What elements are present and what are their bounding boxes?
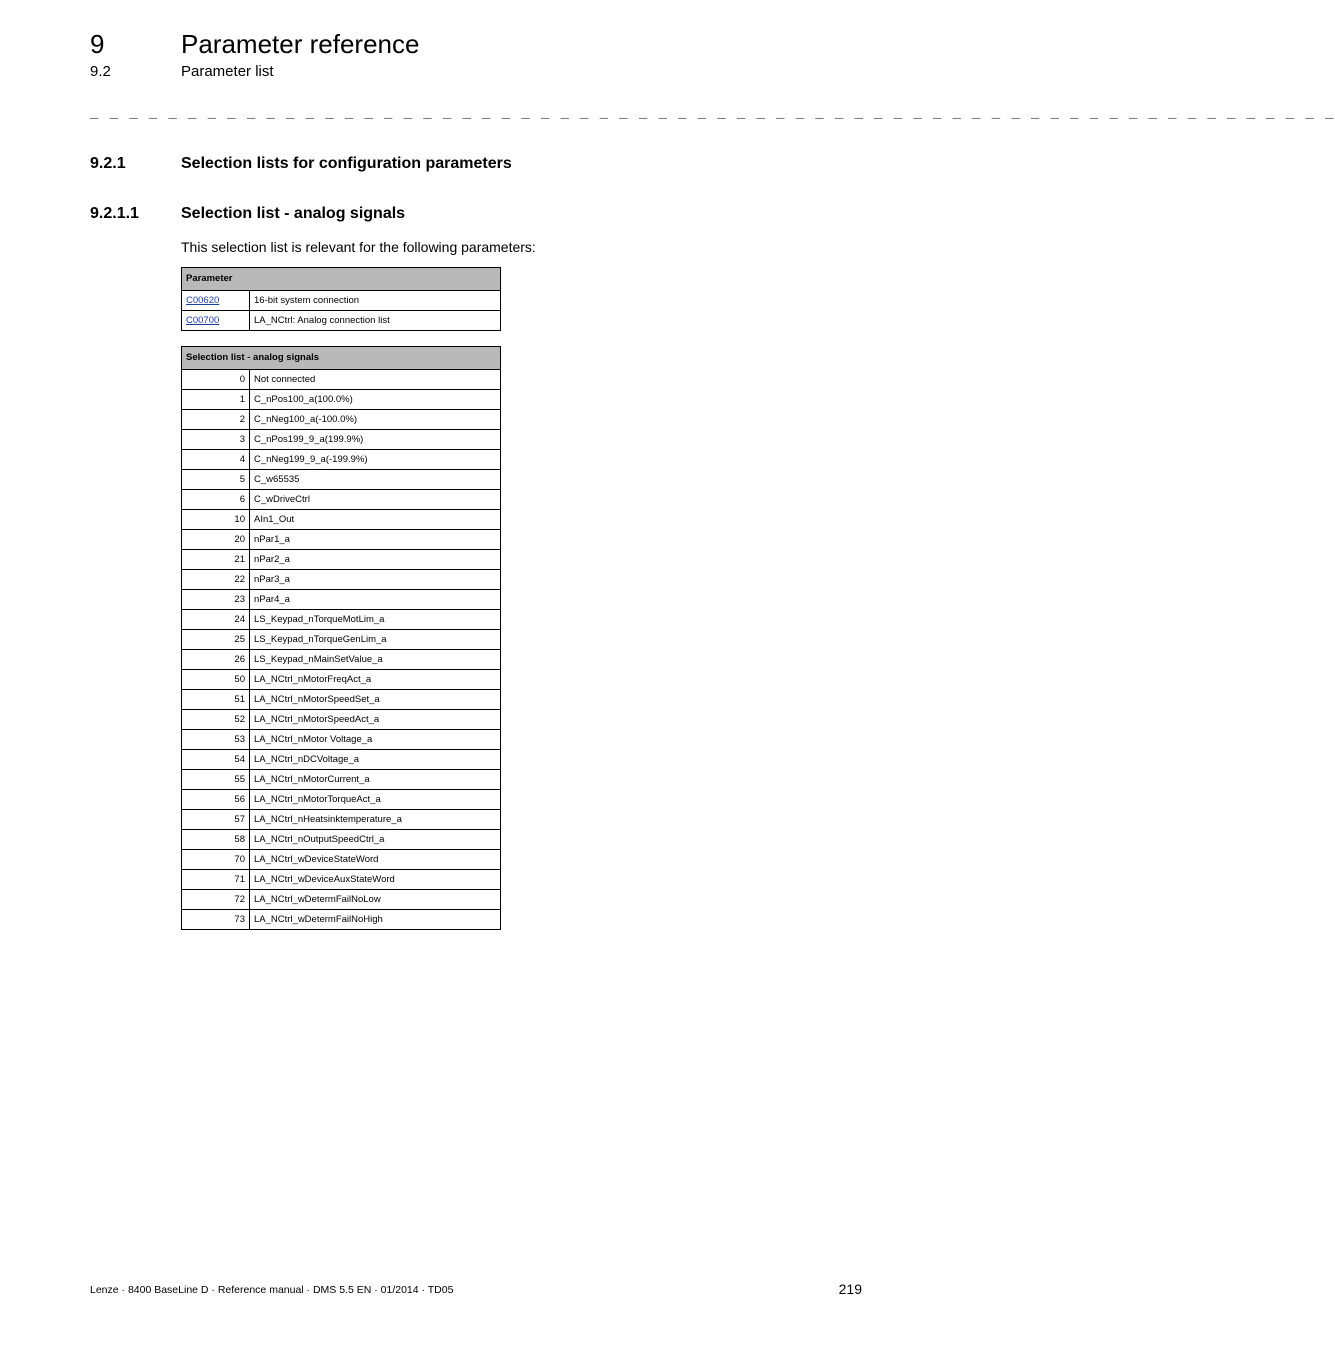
selection-value: 55 bbox=[182, 770, 250, 790]
table-row bbox=[182, 910, 501, 930]
table-row bbox=[182, 750, 501, 770]
selection-value: 4 bbox=[182, 450, 250, 470]
selection-signal: nPar4_a bbox=[250, 590, 501, 610]
subsubsection-number: 9.2.1.1 bbox=[90, 205, 139, 222]
selection-value: 6 bbox=[182, 490, 250, 510]
table-row bbox=[182, 410, 501, 430]
parameter-link-c00620[interactable]: C00620 bbox=[186, 295, 220, 306]
parameter-table bbox=[181, 267, 501, 331]
selection-table-header: Selection list - analog signals bbox=[182, 347, 501, 370]
table-row bbox=[182, 430, 501, 450]
table-row bbox=[182, 450, 501, 470]
table-row bbox=[182, 490, 501, 510]
selection-value: 71 bbox=[182, 870, 250, 890]
chapter-title: Parameter reference bbox=[181, 29, 420, 59]
chapter-number: 9 bbox=[90, 29, 105, 59]
table-row bbox=[182, 710, 501, 730]
selection-value: 0 bbox=[182, 370, 250, 390]
selection-value: 72 bbox=[182, 890, 250, 910]
table-row bbox=[182, 470, 501, 490]
selection-value: 5 bbox=[182, 470, 250, 490]
selection-signal: LA_NCtrl_nMotor Voltage_a bbox=[250, 730, 501, 750]
selection-value: 51 bbox=[182, 690, 250, 710]
selection-signal: AIn1_Out bbox=[250, 510, 501, 530]
selection-signal: LA_NCtrl_wDetermFailNoLow bbox=[250, 890, 501, 910]
selection-signal: LS_Keypad_nTorqueMotLim_a bbox=[250, 610, 501, 630]
selection-signal: LA_NCtrl_nDCVoltage_a bbox=[250, 750, 501, 770]
selection-value: 57 bbox=[182, 810, 250, 830]
selection-value: 1 bbox=[182, 390, 250, 410]
section-number: 9.2 bbox=[90, 63, 111, 80]
table-row bbox=[182, 690, 501, 710]
selection-signal: LA_NCtrl_nMotorCurrent_a bbox=[250, 770, 501, 790]
selection-signal: C_w65535 bbox=[250, 470, 501, 490]
table-row bbox=[182, 650, 501, 670]
selection-signal: nPar1_a bbox=[250, 530, 501, 550]
selection-signal: C_nPos199_9_a(199.9%) bbox=[250, 430, 501, 450]
selection-value: 52 bbox=[182, 710, 250, 730]
selection-signal: LA_NCtrl_nOutputSpeedCtrl_a bbox=[250, 830, 501, 850]
table-row bbox=[182, 630, 501, 650]
selection-signal: C_nPos100_a(100.0%) bbox=[250, 390, 501, 410]
selection-value: 2 bbox=[182, 410, 250, 430]
selection-signal: C_nNeg100_a(-100.0%) bbox=[250, 410, 501, 430]
selection-list-table bbox=[181, 346, 501, 930]
table-row bbox=[182, 370, 501, 390]
table-row bbox=[182, 610, 501, 630]
parameter-row bbox=[182, 311, 501, 331]
selection-value: 58 bbox=[182, 830, 250, 850]
selection-value: 53 bbox=[182, 730, 250, 750]
selection-value: 22 bbox=[182, 570, 250, 590]
selection-signal: nPar3_a bbox=[250, 570, 501, 590]
selection-signal: LS_Keypad_nMainSetValue_a bbox=[250, 650, 501, 670]
selection-table-body bbox=[182, 370, 501, 930]
parameter-description: 16-bit system connection bbox=[250, 291, 501, 311]
table-row bbox=[182, 670, 501, 690]
table-row bbox=[182, 830, 501, 850]
selection-value: 26 bbox=[182, 650, 250, 670]
selection-signal: C_wDriveCtrl bbox=[250, 490, 501, 510]
selection-signal: LA_NCtrl_nMotorSpeedAct_a bbox=[250, 710, 501, 730]
table-row bbox=[182, 850, 501, 870]
selection-value: 70 bbox=[182, 850, 250, 870]
parameter-table-header: Parameter bbox=[182, 268, 501, 291]
footer-text: Lenze · 8400 BaseLine D · Reference manual · DMS 5.5 EN · 01/2014 · TD05 bbox=[90, 1284, 454, 1296]
selection-signal: LA_NCtrl_nMotorSpeedSet_a bbox=[250, 690, 501, 710]
selection-value: 25 bbox=[182, 630, 250, 650]
selection-signal: LA_NCtrl_wDeviceAuxStateWord bbox=[250, 870, 501, 890]
page-number: 219 bbox=[838, 1281, 862, 1297]
selection-signal: LA_NCtrl_wDetermFailNoHigh bbox=[250, 910, 501, 930]
parameter-table-header-row bbox=[182, 268, 501, 291]
selection-value: 10 bbox=[182, 510, 250, 530]
subsection-number: 9.2.1 bbox=[90, 155, 126, 172]
parameter-code-cell[interactable] bbox=[182, 311, 250, 331]
table-row bbox=[182, 790, 501, 810]
selection-value: 3 bbox=[182, 430, 250, 450]
table-row bbox=[182, 550, 501, 570]
selection-signal: LS_Keypad_nTorqueGenLim_a bbox=[250, 630, 501, 650]
intro-text: This selection list is relevant for the following parameters: bbox=[181, 239, 536, 255]
parameter-description: LA_NCtrl: Analog connection list bbox=[250, 311, 501, 331]
table-row bbox=[182, 590, 501, 610]
selection-signal: nPar2_a bbox=[250, 550, 501, 570]
table-row bbox=[182, 810, 501, 830]
selection-signal: LA_NCtrl_nMotorFreqAct_a bbox=[250, 670, 501, 690]
header-dashed-rule: _ _ _ _ _ _ _ _ _ _ _ _ _ _ _ _ _ _ _ _ _ _ _ _ _ _ _ _ _ _ _ _ _ _ _ _ _ _ _ _ _ _ _ _ _ _ _ _ _ _ _ _ _ _ _ _ _ _ _ _ _ _ _ _ bbox=[90, 106, 1335, 122]
selection-value: 73 bbox=[182, 910, 250, 930]
selection-value: 50 bbox=[182, 670, 250, 690]
selection-table-header-row bbox=[182, 347, 501, 370]
parameter-link-c00700[interactable]: C00700 bbox=[186, 315, 220, 326]
table-row bbox=[182, 890, 501, 910]
selection-value: 23 bbox=[182, 590, 250, 610]
table-row bbox=[182, 570, 501, 590]
selection-value: 21 bbox=[182, 550, 250, 570]
subsubsection-title: Selection list - analog signals bbox=[181, 205, 406, 222]
table-row bbox=[182, 770, 501, 790]
table-row bbox=[182, 530, 501, 550]
selection-signal: LA_NCtrl_nMotorTorqueAct_a bbox=[250, 790, 501, 810]
selection-signal: Not connected bbox=[250, 370, 501, 390]
section-title: Parameter list bbox=[181, 63, 274, 80]
table-row bbox=[182, 390, 501, 410]
parameter-row bbox=[182, 291, 501, 311]
selection-value: 20 bbox=[182, 530, 250, 550]
selection-value: 24 bbox=[182, 610, 250, 630]
selection-signal: LA_NCtrl_wDeviceStateWord bbox=[250, 850, 501, 870]
subsection-title: Selection lists for configuration parameters bbox=[181, 155, 512, 172]
selection-signal: LA_NCtrl_nHeatsinktemperature_a bbox=[250, 810, 501, 830]
table-row bbox=[182, 510, 501, 530]
parameter-code-cell[interactable] bbox=[182, 291, 250, 311]
selection-value: 56 bbox=[182, 790, 250, 810]
selection-signal: C_nNeg199_9_a(-199.9%) bbox=[250, 450, 501, 470]
selection-value: 54 bbox=[182, 750, 250, 770]
table-row bbox=[182, 870, 501, 890]
table-row bbox=[182, 730, 501, 750]
